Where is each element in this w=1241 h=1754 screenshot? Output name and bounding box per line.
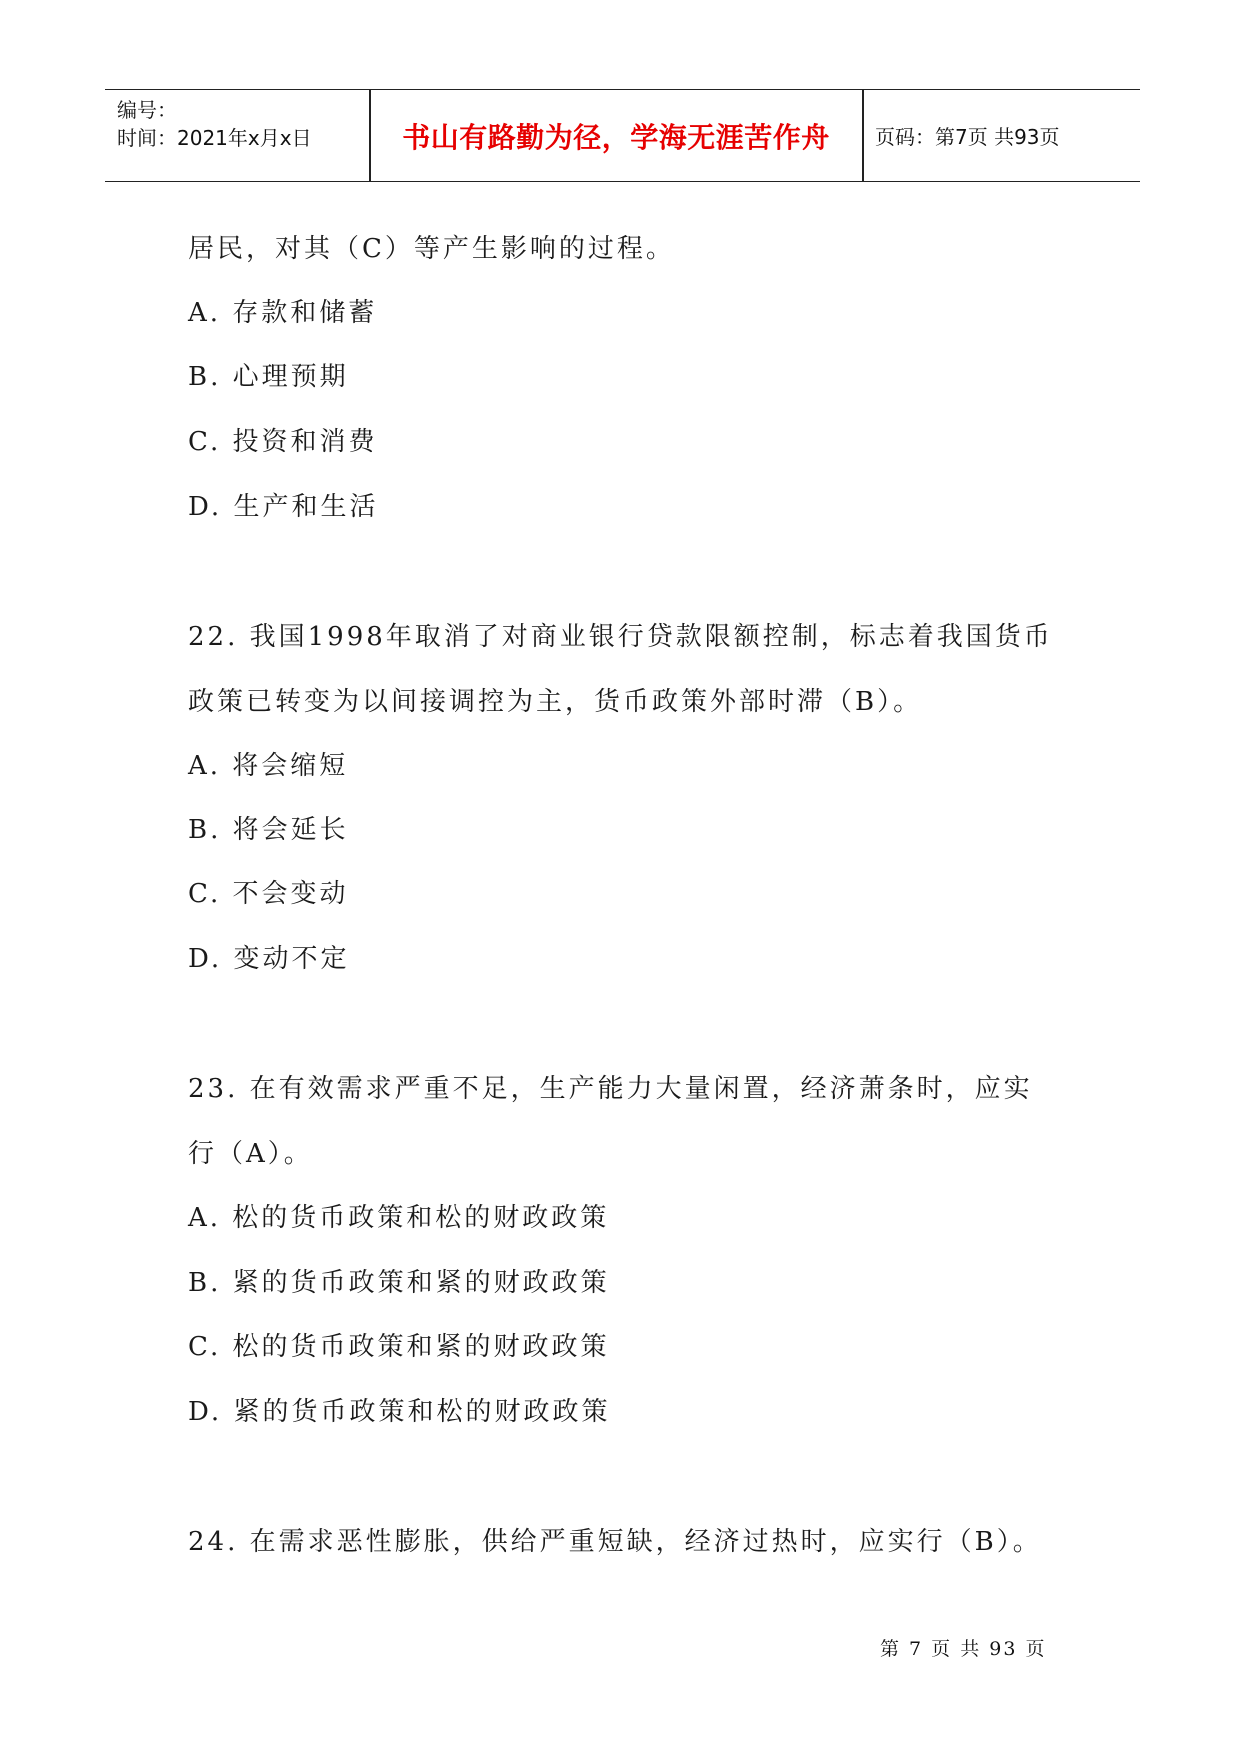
header-divider — [862, 90, 864, 181]
option-c: C. 投资和消费 — [188, 427, 378, 457]
question-24: 24. 在需求恶性膨胀，供给严重短缺，经济过热时，应实行（B）。 — [188, 1527, 1042, 1557]
question-22-cont: 政策已转变为以间接调控为主，货币政策外部时滞（B）。 — [188, 687, 923, 717]
option-a: A. 松的货币政策和松的财政政策 — [188, 1203, 610, 1233]
document-number-label: 编号： — [117, 98, 177, 122]
question-text: 居民，对其（C）等产生影响的过程。 — [188, 234, 675, 264]
question-23-cont: 行（A）。 — [188, 1139, 313, 1169]
option-b: B. 心理预期 — [188, 362, 349, 392]
option-b: B. 紧的货币政策和紧的财政政策 — [188, 1268, 610, 1298]
page-header — [105, 89, 1140, 182]
header-meta — [105, 90, 369, 181]
option-a: A. 存款和储蓄 — [188, 298, 378, 328]
option-d: D. 生产和生活 — [188, 492, 379, 522]
option-b: B. 将会延长 — [188, 815, 349, 845]
page-footer: 第 7 页 共 93 页 — [880, 1638, 1047, 1660]
option-a: A. 将会缩短 — [188, 751, 349, 781]
header-page-number: 页码：第7页 共93页 — [875, 125, 1060, 149]
option-c: C. 松的货币政策和紧的财政政策 — [188, 1332, 610, 1362]
option-d: D. 变动不定 — [188, 944, 350, 974]
question-23: 23. 在有效需求严重不足，生产能力大量闲置，经济萧条时，应实 — [188, 1074, 1033, 1104]
header-motto: 书山有路勤为径，学海无涯苦作舟 — [402, 120, 830, 154]
document-time-label: 时间：2021年x月x日 — [117, 126, 312, 150]
question-22: 22. 我国1998年取消了对商业银行贷款限额控制，标志着我国货币 — [188, 622, 1053, 652]
option-d: D. 紧的货币政策和松的财政政策 — [188, 1397, 611, 1427]
option-c: C. 不会变动 — [188, 879, 349, 909]
